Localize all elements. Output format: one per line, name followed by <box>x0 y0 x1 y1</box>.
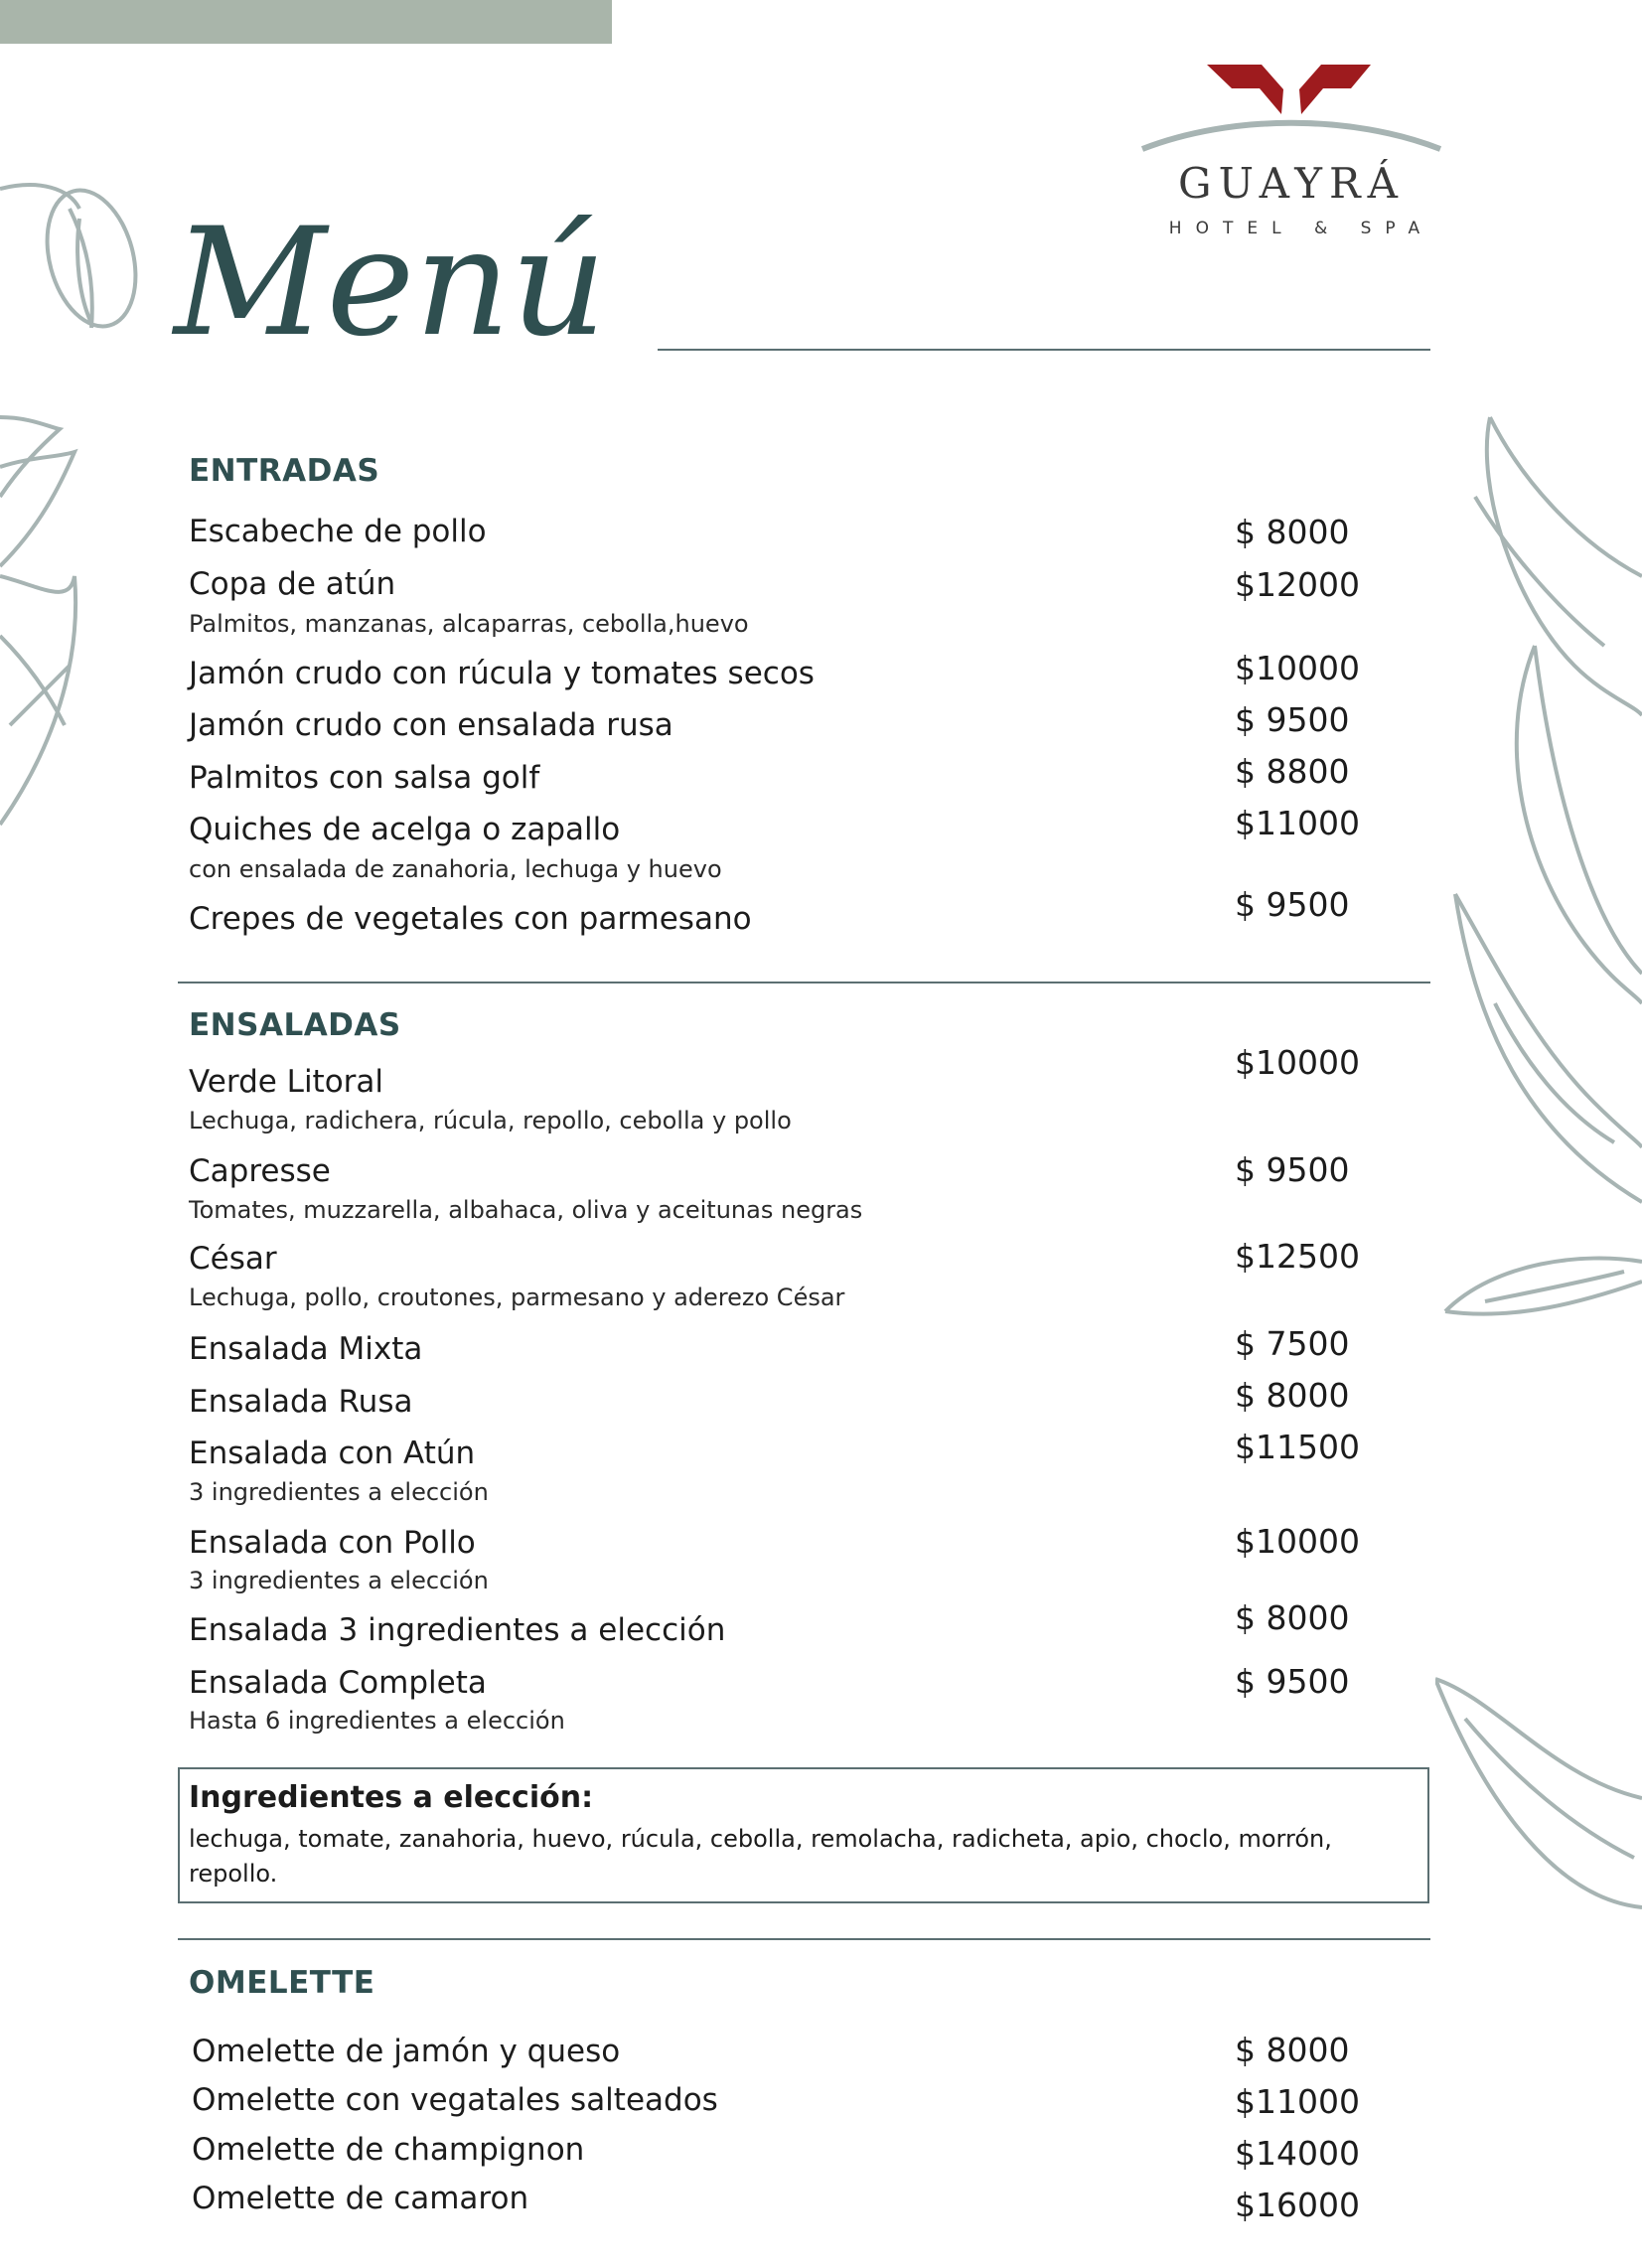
menu-item-description: Tomates, muzzarella, albahaca, oliva y aceitunas negras <box>189 1196 863 1224</box>
menu-item-price: $10000 <box>1235 649 1360 687</box>
leaf-illustration-right-icon <box>1435 407 1642 1927</box>
menu-item-description: Lechuga, pollo, croutones, parmesano y aderezo César <box>189 1284 845 1311</box>
menu-item-price: $ 9500 <box>1235 1662 1350 1701</box>
guayra-logo-icon <box>1132 55 1450 164</box>
menu-item-price: $ 8000 <box>1235 1376 1350 1415</box>
menu-item-price: $ 7500 <box>1235 1324 1350 1363</box>
menu-item-name: César <box>189 1241 277 1277</box>
menu-item-name: Copa de atún <box>189 566 396 602</box>
menu-item-description: Palmitos, manzanas, alcaparras, cebolla,huevo <box>189 610 749 638</box>
menu-item-name: Jamón crudo con ensalada rusa <box>189 707 673 743</box>
menu-item-name: Omelette de champignon <box>192 2132 585 2168</box>
menu-item-price: $ 9500 <box>1235 885 1350 924</box>
menu-item-name: Verde Litoral <box>189 1064 384 1100</box>
menu-item-description: Hasta 6 ingredientes a elección <box>189 1707 565 1735</box>
menu-item-price: $11000 <box>1235 804 1360 842</box>
menu-item-price: $10000 <box>1235 1043 1360 1082</box>
brand-subtitle: HOTEL & SPA <box>1168 219 1434 238</box>
section-title-ensaladas: ENSALADAS <box>189 1007 401 1043</box>
menu-item-price: $16000 <box>1235 2186 1360 2224</box>
menu-item-name: Ensalada Completa <box>189 1665 487 1701</box>
menu-item-name: Omelette con vegatales salteados <box>192 2082 718 2118</box>
ingredients-list: lechuga, tomate, zanahoria, huevo, rúcula, cebolla, remolacha, radicheta, apio, choclo, morrón, repollo. <box>189 1825 1332 1888</box>
page-title: Menú <box>174 197 607 370</box>
menu-item-name: Omelette de jamón y queso <box>192 2034 621 2069</box>
menu-item-description: 3 ingredientes a elección <box>189 1478 489 1506</box>
menu-item-price: $10000 <box>1235 1522 1360 1561</box>
menu-item-price: $11500 <box>1235 1428 1360 1466</box>
menu-item-price: $12000 <box>1235 565 1360 604</box>
menu-item-name: Escabeche de pollo <box>189 514 487 549</box>
leaf-illustration-left-icon <box>0 169 149 844</box>
menu-item-name: Quiches de acelga o zapallo <box>189 812 621 847</box>
menu-item-price: $12500 <box>1235 1237 1360 1276</box>
section-title-entradas: ENTRADAS <box>189 453 380 489</box>
menu-item-name: Omelette de camaron <box>192 2181 529 2216</box>
menu-item-name: Capresse <box>189 1153 331 1189</box>
menu-item-price: $ 8000 <box>1235 513 1350 551</box>
top-color-bar <box>0 0 612 44</box>
section-title-omelette: OMELETTE <box>189 1965 375 2001</box>
menu-item-description: con ensalada de zanahoria, lechuga y huevo <box>189 855 722 883</box>
menu-item-price: $ 9500 <box>1235 700 1350 739</box>
title-divider <box>658 349 1430 351</box>
menu-item-name: Palmitos con salsa golf <box>189 760 540 796</box>
menu-item-name: Crepes de vegetales con parmesano <box>189 901 752 937</box>
menu-item-price: $ 9500 <box>1235 1150 1350 1189</box>
menu-item-price: $ 8000 <box>1235 1598 1350 1637</box>
menu-item-price: $ 8000 <box>1235 2031 1350 2069</box>
menu-item-name: Ensalada con Atún <box>189 1436 476 1471</box>
section-divider <box>178 1938 1430 1940</box>
menu-item-name: Ensalada 3 ingredientes a elección <box>189 1612 726 1648</box>
menu-item-description: 3 ingredientes a elección <box>189 1567 489 1594</box>
menu-item-price: $11000 <box>1235 2082 1360 2121</box>
section-divider <box>178 982 1430 983</box>
menu-item-name: Ensalada con Pollo <box>189 1525 476 1561</box>
menu-item-name: Ensalada Rusa <box>189 1384 413 1420</box>
menu-item-name: Jamón crudo con rúcula y tomates secos <box>189 656 815 691</box>
ingredients-title: Ingredientes a elección: <box>189 1780 594 1815</box>
menu-item-price: $14000 <box>1235 2134 1360 2173</box>
brand-name: GUAYRÁ <box>1178 159 1405 208</box>
menu-item-description: Lechuga, radichera, rúcula, repollo, cebolla y pollo <box>189 1107 792 1134</box>
menu-item-name: Ensalada Mixta <box>189 1331 423 1367</box>
menu-item-price: $ 8800 <box>1235 752 1350 791</box>
